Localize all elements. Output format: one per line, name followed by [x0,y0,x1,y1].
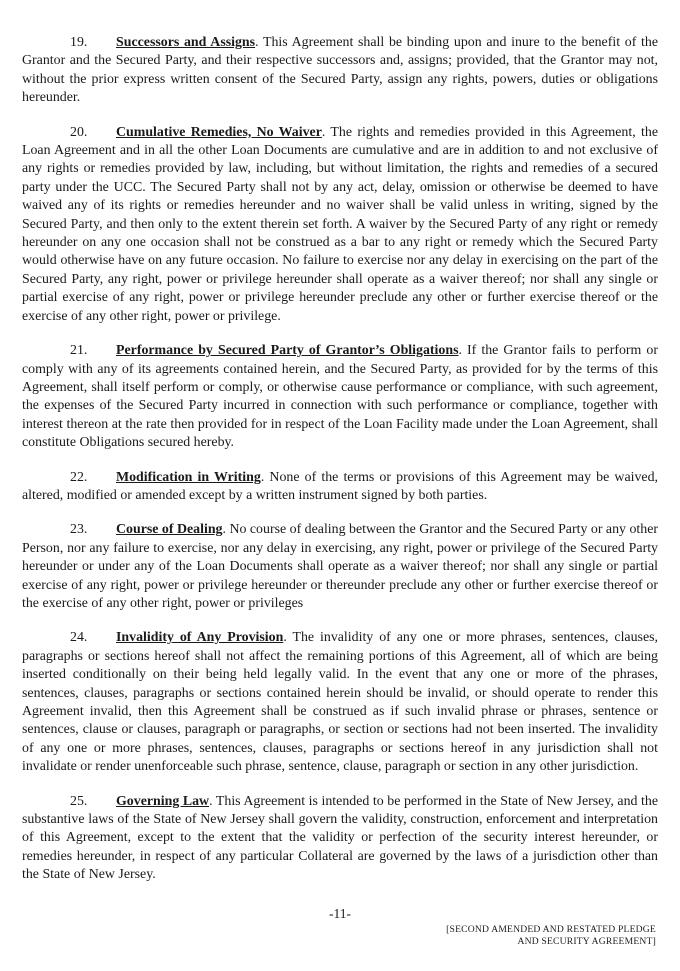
section-25 [22,793,658,885]
section-heading: Course of Dealing [116,522,223,538]
section-body: . The invalidity of any one or more phrases, sentences, clauses, paragraphs or sections hereof shall not affect the remaining portions of this Agreement, all of which are being inserted conditionally on their being held legally valid. In the event that any one or more of the phrases, sentences, clauses, paragraphs or sections contained herein should be invalid, or should operate to render this Agreement invalid, then this Agreement shall be construed as if such invalid phrase or phrases, sentence or sentences, clause or clauses, paragraph or paragraphs, or section or sections had not been inserted. The invalidity of any one or more phrases, sentences, clauses, paragraphs or sections hereof in any jurisdiction shall not invalidate or render unenforceable such phrase, sentence, clause, paragraph or section in any other jurisdiction. [22,630,658,775]
section-body: . No course of dealing between the Grantor and the Secured Party or any other Person, nor any failure to exercise, nor any delay in exercising, any right, power or privilege of the Secured Party hereunder or under any of the Loan Documents shall operate as a waiver thereof; nor shall any single or partial exercise of any right, power or privilege hereunder or thereunder preclude any other or further exercise thereof or the exercise of any other right, power or privileges [22,522,658,611]
section-heading: Invalidity of Any Provision [116,630,284,646]
section-body: . If the Grantor fails to perform or comply with any of its agreements contained herein, and the Secured Party, as provided for by the terms of this Agreement, shall itself perform or comply, or otherwise cause performance or compliance, with such agreement, the expenses of the Secured Party incurred in connection with such performance or compliance, together with interest thereon at the rate then provided for in respect of the Loan Facility made under the Loan Agreement, shall constitute Obligations secured hereby. [22,343,658,451]
section-24 [22,629,658,776]
section-body: . None of the terms or provisions of this Agreement may be waived, altered, modified or amended except by a written instrument signed by both parties. [22,469,658,503]
document-tag-line: [SECOND AMENDED AND RESTATED PLEDGE [446,924,656,935]
section-number: 22. [70,469,88,485]
section-number: 19. [70,35,88,50]
document-body [22,34,658,901]
section-heading: Governing Law [116,793,210,809]
section-number: 24. [70,630,88,646]
section-23 [22,521,658,613]
section-19 [22,34,658,108]
section-number: 20. [70,124,88,140]
section-heading: Modification in Writing [116,469,261,485]
document-tag [446,924,656,948]
section-heading: Successors and Assigns [116,35,256,50]
section-body: . This Agreement shall be binding upon and inure to the benefit of the Grantor and the Secured Party, and their respective successors and, assigns; provided, that the Grantor may not, without the prior express written consent of the Secured Party, assign any rights, powers, duties or obligations hereunder. [22,35,658,106]
section-body: . The rights and remedies provided in this Agreement, the Loan Agreement and in all the other Loan Documents are cumulative and are in addition to and not exclusive of any rights or remedies provided by law, including, but without limitation, the rights and remedies of a secured party under the UCC. The Secured Party shall not by any act, delay, omission or otherwise be deemed to have waived any of its rights or remedies hereunder and no waiver shall be valid unless in writing, signed by the Secured Party, and then only to the extent therein set forth. A waiver by the Secured Party of any right or remedy hereunder on any one occasion shall not be construed as a bar to any right or remedy which the Secured Party would otherwise have on any future occasion. No failure to exercise nor any delay in exercising on the part of the Secured Party, any right, power or privilege hereunder shall operate as a waiver thereof; nor shall any single or partial exercise of any right, power or privilege hereunder preclude any other or further exercise thereof or the exercise of any other right, power or privilege. [22,124,658,324]
section-number: 23. [70,522,88,538]
section-heading: Performance by Secured Party of Grantor’s Obligations [116,343,459,359]
section-heading: Cumulative Remedies, No Waiver [116,124,322,140]
document-tag-line: AND SECURITY AGREEMENT] [517,936,656,947]
section-22 [22,469,658,506]
section-number: 25. [70,793,88,809]
section-number: 21. [70,343,88,359]
section-21 [22,342,658,452]
page-number: -11- [329,906,351,921]
section-20 [22,124,658,326]
section-body: . This Agreement is intended to be performed in the State of New Jersey, and the substantive laws of the State of New Jersey shall govern the validity, construction, enforcement and interpretation of this Agreement, except to the extent that the validity or perfection of the security interest hereunder, or remedies hereunder, in respect of any particular Collateral are governed by the laws of a jurisdiction other than the State of New Jersey. [22,793,658,883]
